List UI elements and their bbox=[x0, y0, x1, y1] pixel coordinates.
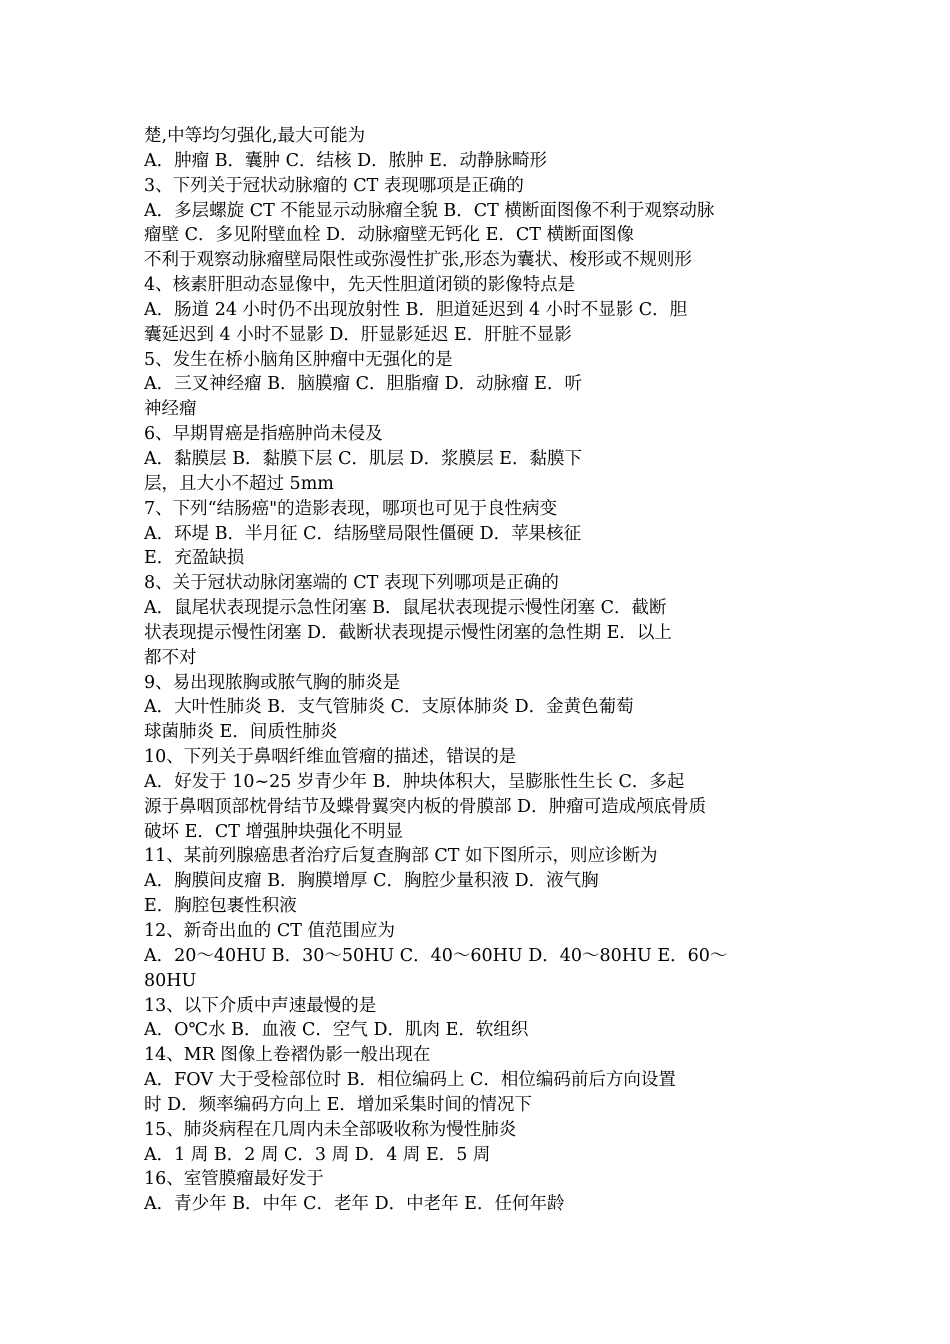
text-line: 都不对 bbox=[144, 647, 197, 668]
text-line: 13、以下介质中声速最慢的是 bbox=[144, 995, 377, 1016]
text-line: 时 D．频率编码方向上 E．增加采集时间的情况下 bbox=[144, 1094, 532, 1115]
text-line: A．环堤 B．半月征 C．结肠壁局限性僵硬 D．苹果核征 bbox=[144, 523, 582, 544]
text-line: 12、新奇出血的 CT 值范围应为 bbox=[144, 921, 395, 941]
text-line: 囊延迟到 4 小时不显影 D．肝显影延迟 E．肝脏不显影 bbox=[144, 324, 572, 345]
text-line: A．FOV 大于受检部位时 B．相位编码上 C．相位编码前后方向设置 bbox=[144, 1070, 676, 1091]
text-line: A．多层螺旋 CT 不能显示动脉瘤全貌 B．CT 横断面图像不利于观察动脉 bbox=[144, 200, 715, 221]
text-line: 不利于观察动脉瘤壁局限性或弥漫性扩张,形态为囊状、梭形或不规则形 bbox=[144, 250, 693, 271]
text-line: 4、核素肝胆动态显像中，先天性胆道闭锁的影像特点是 bbox=[144, 275, 576, 296]
text-line: E．胸腔包裹性积液 bbox=[144, 896, 297, 917]
text-line: 源于鼻咽顶部枕骨结节及蝶骨翼突内板的骨膜部 D．肿瘤可造成颅底骨质 bbox=[144, 796, 707, 817]
text-line: A．O℃水 B．血液 C．空气 D．肌肉 E．软组织 bbox=[144, 1020, 529, 1041]
text-line: 11、某前列腺癌患者治疗后复查胸部 CT 如下图所示，则应诊断为 bbox=[144, 846, 658, 867]
text-line: A．肿瘤 B．囊肿 C．结核 D．脓肿 E．动静脉畸形 bbox=[144, 150, 547, 171]
text-line: 80HU bbox=[144, 970, 197, 991]
text-line: 14、MR 图像上卷褶伪影一般出现在 bbox=[144, 1045, 431, 1066]
text-line: 球菌肺炎 E．间质性肺炎 bbox=[144, 722, 338, 743]
text-line: 层，且大小不超过 5mm bbox=[144, 473, 334, 494]
text-line: 神经瘤 bbox=[144, 399, 197, 420]
text-line: 9、易出现脓胸或脓气胸的肺炎是 bbox=[144, 672, 401, 693]
text-line: A．肠道 24 小时仍不出现放射性 B．胆道延迟到 4 小时不显影 C．胆 bbox=[144, 299, 688, 320]
text-line: A．大叶性肺炎 B．支气管肺炎 C．支原体肺炎 D．金黄色葡萄 bbox=[144, 697, 634, 718]
text-line: 瘤壁 C．多见附壁血栓 D．动脉瘤壁无钙化 E．CT 横断面图像 bbox=[144, 225, 635, 246]
text-line: 16、室管膜瘤最好发于 bbox=[144, 1169, 324, 1190]
text-line: E．充盈缺损 bbox=[144, 548, 245, 569]
text-line: 15、肺炎病程在几周内未全部吸收称为慢性肺炎 bbox=[144, 1119, 517, 1140]
text-line: 楚,中等均匀强化,最大可能为 bbox=[144, 126, 366, 146]
text-line: 10、下列关于鼻咽纤维血管瘤的描述，错误的是 bbox=[144, 747, 517, 768]
text-line: A．鼠尾状表现提示急性闭塞 B．鼠尾状表现提示慢性闭塞 C．截断 bbox=[144, 598, 667, 619]
text-line: A．青少年 B．中年 C．老年 D．中老年 E．任何年龄 bbox=[144, 1194, 565, 1215]
text-line: 状表现提示慢性闭塞 D．截断状表现提示慢性闭塞的急性期 E．以上 bbox=[144, 622, 672, 643]
text-line: 破坏 E．CT 增强肿块强化不明显 bbox=[144, 821, 403, 842]
text-line: A．1 周 B．2 周 C．3 周 D．4 周 E．5 周 bbox=[144, 1144, 491, 1165]
text-line: 5、发生在桥小脑角区肿瘤中无强化的是 bbox=[144, 349, 453, 370]
text-line: A．20～40HU B．30～50HU C．40～60HU D．40～80HU E．60～ bbox=[144, 945, 728, 966]
text-line: A．黏膜层 B．黏膜下层 C．肌层 D．浆膜层 E．黏膜下 bbox=[144, 448, 582, 469]
text-line: 7、下列“结肠癌"的造影表现，哪项也可见于良性病变 bbox=[144, 498, 558, 519]
text-line: A．三叉神经瘤 B．脑膜瘤 C．胆脂瘤 D．动脉瘤 E．听 bbox=[144, 374, 582, 395]
text-line: A．好发于 10~25 岁青少年 B．肿块体积大，呈膨胀性生长 C．多起 bbox=[144, 771, 685, 792]
text-line: 3、下列关于冠状动脉瘤的 CT 表现哪项是正确的 bbox=[144, 175, 524, 196]
text-line: A．胸膜间皮瘤 B．胸膜增厚 C．胸腔少量积液 D．液气胸 bbox=[144, 871, 599, 892]
document-page bbox=[144, 124, 806, 1217]
text-line: 8、关于冠状动脉闭塞端的 CT 表现下列哪项是正确的 bbox=[144, 573, 559, 594]
text-line: 6、早期胃癌是指癌肿尚未侵及 bbox=[144, 424, 383, 445]
